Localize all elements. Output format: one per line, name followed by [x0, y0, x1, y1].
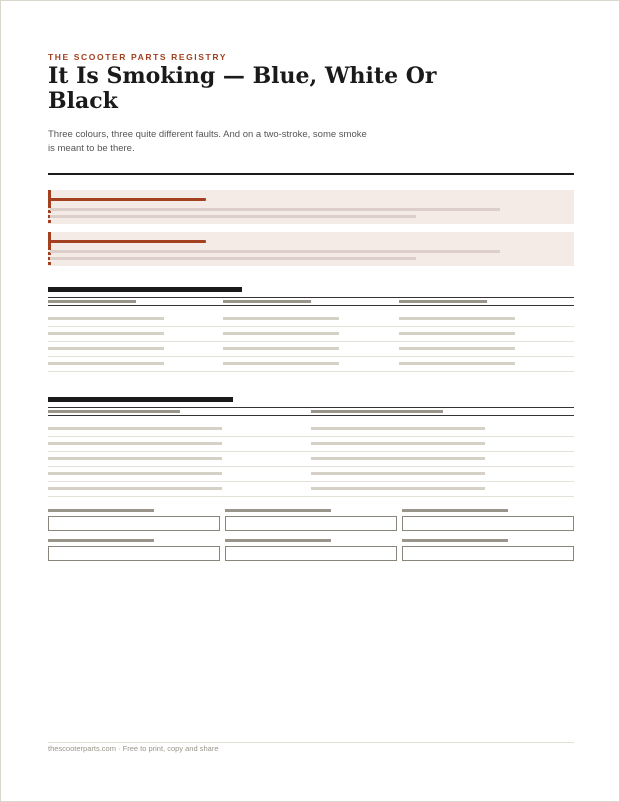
table-cell: [48, 487, 222, 490]
form-field-label: [225, 539, 331, 542]
table-cell: [311, 487, 485, 490]
table-cell: [223, 332, 339, 335]
table-row: [48, 341, 574, 357]
table-header-cell: [48, 410, 180, 413]
table-cell: [223, 317, 339, 320]
table-cell: [399, 362, 515, 365]
callout-text-line: [50, 257, 416, 260]
table-row: [48, 481, 574, 497]
table-top-rule: [48, 407, 574, 408]
page-title: It Is Smoking — Blue, White Or Black: [48, 63, 437, 114]
form-field-label: [402, 509, 508, 512]
table-cell: [399, 347, 515, 350]
section-heading-bar: [48, 287, 242, 292]
table-cell: [311, 442, 485, 445]
callout-box: [48, 232, 574, 266]
table-row: [48, 356, 574, 372]
form-input-box[interactable]: [225, 516, 397, 531]
section-heading-bar: [48, 397, 233, 402]
table-header-rule: [48, 415, 574, 416]
form-input-box[interactable]: [48, 546, 220, 561]
table-cell: [48, 317, 164, 320]
header-divider: [48, 173, 574, 175]
table-header-cell: [223, 300, 311, 303]
table-cell: [48, 472, 222, 475]
callout-heading-placeholder: [50, 198, 206, 201]
table-cell: [48, 332, 164, 335]
callout-text-line: [50, 215, 416, 218]
footer-divider: [48, 742, 574, 743]
form-input-box[interactable]: [225, 546, 397, 561]
table-cell: [311, 457, 485, 460]
table-cell: [223, 347, 339, 350]
data-table: [48, 407, 574, 497]
table-header-cell: [311, 410, 443, 413]
table-row: [48, 421, 574, 437]
table-cell: [223, 362, 339, 365]
table-header-cell: [399, 300, 487, 303]
table-header-cell: [48, 300, 136, 303]
table-row: [48, 326, 574, 342]
table-cell: [48, 457, 222, 460]
table-row: [48, 311, 574, 327]
table-row: [48, 451, 574, 467]
table-cell: [311, 427, 485, 430]
table-cell: [48, 427, 222, 430]
form-field-label: [402, 539, 508, 542]
callout-text-line: [50, 208, 500, 211]
form-field-label: [48, 509, 154, 512]
callout-heading-placeholder: [50, 240, 206, 243]
table-row: [48, 436, 574, 452]
registry-eyebrow: THE SCOOTER PARTS REGISTRY: [48, 52, 228, 62]
form-field-label: [48, 539, 154, 542]
table-cell: [48, 442, 222, 445]
form-input-box[interactable]: [402, 546, 574, 561]
table-row: [48, 466, 574, 482]
form-input-box[interactable]: [402, 516, 574, 531]
callout-text-line: [50, 250, 500, 253]
table-cell: [311, 472, 485, 475]
table-header-rule: [48, 305, 574, 306]
page-footer: thescooterparts.com · Free to print, copy and share: [48, 744, 219, 753]
form-input-box[interactable]: [48, 516, 220, 531]
table-cell: [48, 362, 164, 365]
table-cell: [48, 347, 164, 350]
form-field-label: [225, 509, 331, 512]
intro-paragraph: Three colours, three quite different faults. And on a two-stroke, some smoke is meant to be there.: [48, 129, 367, 154]
table-top-rule: [48, 297, 574, 298]
callout-box: [48, 190, 574, 224]
table-cell: [399, 317, 515, 320]
table-cell: [399, 332, 515, 335]
data-table: [48, 297, 574, 372]
